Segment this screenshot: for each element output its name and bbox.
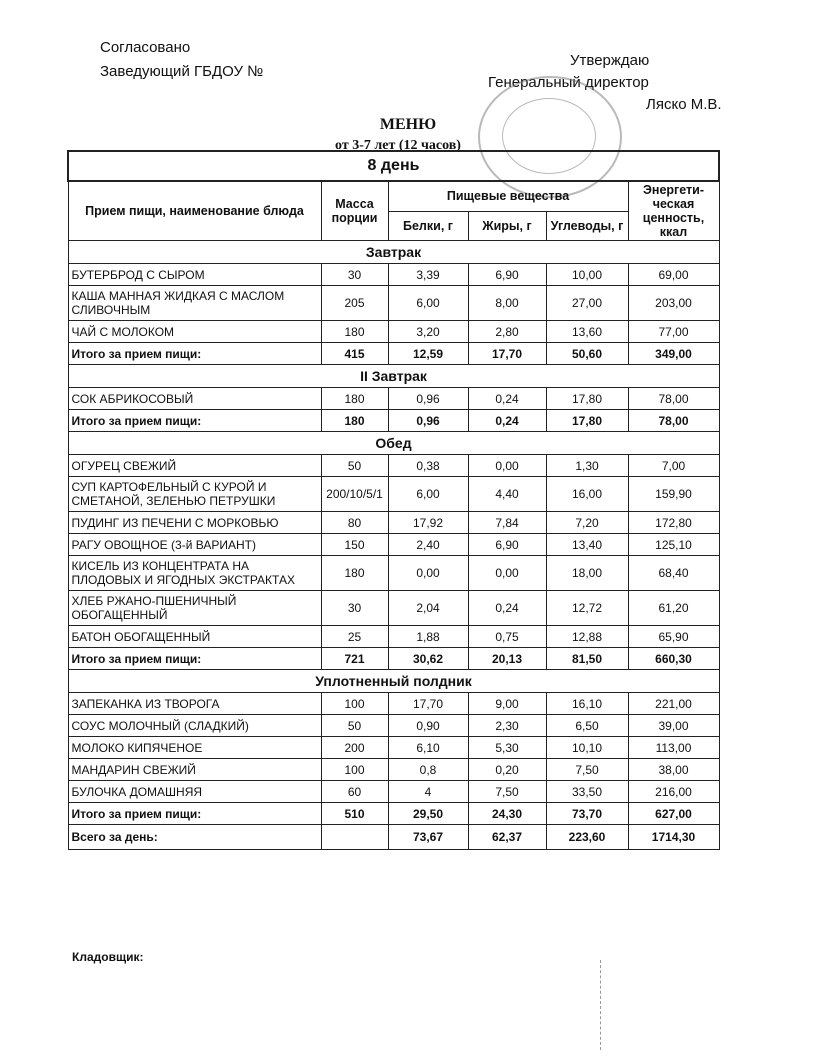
- energy-cell: 68,40: [628, 556, 719, 591]
- mass-cell: 30: [321, 591, 388, 626]
- fats-cell: 7,84: [468, 512, 546, 534]
- fats-cell: 2,30: [468, 715, 546, 737]
- table-row: [68, 477, 719, 512]
- dish-name: ЗАПЕКАНКА ИЗ ТВОРОГА: [68, 693, 321, 715]
- carbs-cell: 6,50: [546, 715, 628, 737]
- dish-name: ПУДИНГ ИЗ ПЕЧЕНИ С МОРКОВЬЮ: [68, 512, 321, 534]
- carbs-cell: 1,30: [546, 455, 628, 477]
- menu-subtitle: от 3-7 лет (12 часов): [335, 138, 461, 153]
- mass-cell: 180: [321, 321, 388, 343]
- proteins-cell: 3,39: [388, 264, 468, 286]
- table-row: [68, 321, 719, 343]
- table-row: [68, 737, 719, 759]
- mass-cell: 180: [321, 410, 388, 432]
- dish-name: МАНДАРИН СВЕЖИЙ: [68, 759, 321, 781]
- proteins-cell: 2,40: [388, 534, 468, 556]
- carbs-cell: 7,20: [546, 512, 628, 534]
- dish-name: БУЛОЧКА ДОМАШНЯЯ: [68, 781, 321, 803]
- section-row: [68, 432, 719, 455]
- fats-cell: 6,90: [468, 534, 546, 556]
- carbs-cell: 10,10: [546, 737, 628, 759]
- mass-cell: 415: [321, 343, 388, 365]
- mass-cell: 100: [321, 759, 388, 781]
- dish-name: ХЛЕБ РЖАНО-ПШЕНИЧНЫЙ ОБОГАЩЕННЫЙ: [68, 591, 321, 626]
- carbs-cell: 16,00: [546, 477, 628, 512]
- approve-signatory: Ляско М.В.: [646, 96, 722, 113]
- table-row: [68, 715, 719, 737]
- energy-cell: 78,00: [628, 410, 719, 432]
- energy-cell: 221,00: [628, 693, 719, 715]
- total-row: [68, 803, 719, 825]
- storekeeper-label: Кладовщик:: [72, 950, 144, 964]
- fats-cell: 7,50: [468, 781, 546, 803]
- dish-name: КИСЕЛЬ ИЗ КОНЦЕНТРАТА НА ПЛОДОВЫХ И ЯГОДНЫХ ЭКСТРАКТАХ: [68, 556, 321, 591]
- dish-name: СУП КАРТОФЕЛЬНЫЙ С КУРОЙ И СМЕТАНОЙ, ЗЕЛЕНЬЮ ПЕТРУШКИ: [68, 477, 321, 512]
- fats-cell: 0,24: [468, 591, 546, 626]
- table-row: [68, 455, 719, 477]
- carbs-cell: 10,00: [546, 264, 628, 286]
- energy-cell: 39,00: [628, 715, 719, 737]
- dish-name: БУТЕРБРОД С СЫРОМ: [68, 264, 321, 286]
- menu-title: МЕНЮ: [379, 116, 437, 133]
- carbs-cell: 13,40: [546, 534, 628, 556]
- energy-cell: 7,00: [628, 455, 719, 477]
- table-row: [68, 512, 719, 534]
- fats-cell: 0,24: [468, 388, 546, 410]
- table-row: [68, 286, 719, 321]
- menu-table: [67, 150, 720, 850]
- menu-table-body: [68, 151, 719, 850]
- proteins-cell: 0,90: [388, 715, 468, 737]
- energy-cell: 125,10: [628, 534, 719, 556]
- carbs-cell: 7,50: [546, 759, 628, 781]
- fats-cell: 0,00: [468, 455, 546, 477]
- day-label: 8 день: [68, 151, 719, 181]
- dish-name: БАТОН ОБОГАЩЕННЫЙ: [68, 626, 321, 648]
- mass-cell: 510: [321, 803, 388, 825]
- table-row: [68, 556, 719, 591]
- fats-cell: 6,90: [468, 264, 546, 286]
- energy-cell: 627,00: [628, 803, 719, 825]
- fats-cell: 20,13: [468, 648, 546, 670]
- carbs-cell: 18,00: [546, 556, 628, 591]
- carbs-cell: 27,00: [546, 286, 628, 321]
- agreed-block: [100, 36, 263, 84]
- fats-cell: 2,80: [468, 321, 546, 343]
- energy-cell: 65,90: [628, 626, 719, 648]
- carbs-cell: 50,60: [546, 343, 628, 365]
- energy-cell: 77,00: [628, 321, 719, 343]
- fats-cell: 8,00: [468, 286, 546, 321]
- total-label: Итого за прием пищи:: [68, 410, 321, 432]
- proteins-cell: 12,59: [388, 343, 468, 365]
- carbs-cell: 12,88: [546, 626, 628, 648]
- approve-position: Генеральный директор: [488, 74, 649, 91]
- col-mass: Масса порции: [321, 181, 388, 241]
- proteins-cell: 6,00: [388, 286, 468, 321]
- proteins-cell: 0,96: [388, 388, 468, 410]
- table-row: [68, 693, 719, 715]
- total-row: [68, 648, 719, 670]
- mass-cell: 100: [321, 693, 388, 715]
- dish-name: МОЛОКО КИПЯЧЕНОЕ: [68, 737, 321, 759]
- proteins-cell: 0,38: [388, 455, 468, 477]
- total-label: Итого за прием пищи:: [68, 648, 321, 670]
- mass-cell: 200: [321, 737, 388, 759]
- energy-cell: 113,00: [628, 737, 719, 759]
- fold-line: [600, 960, 601, 1050]
- carbs-cell: 12,72: [546, 591, 628, 626]
- total-label: Всего за день:: [68, 825, 321, 850]
- energy-cell: 159,90: [628, 477, 719, 512]
- fats-cell: 4,40: [468, 477, 546, 512]
- mass-cell: 721: [321, 648, 388, 670]
- section-title: Обед: [68, 432, 719, 455]
- proteins-cell: 17,92: [388, 512, 468, 534]
- proteins-cell: 4: [388, 781, 468, 803]
- table-row: [68, 781, 719, 803]
- proteins-cell: 0,96: [388, 410, 468, 432]
- mass-cell: 30: [321, 264, 388, 286]
- section-row: [68, 365, 719, 388]
- proteins-cell: 73,67: [388, 825, 468, 850]
- dish-name: СОУС МОЛОЧНЫЙ (СЛАДКИЙ): [68, 715, 321, 737]
- table-row: [68, 534, 719, 556]
- mass-cell: 205: [321, 286, 388, 321]
- mass-cell: 25: [321, 626, 388, 648]
- energy-cell: 172,80: [628, 512, 719, 534]
- proteins-cell: 6,00: [388, 477, 468, 512]
- fats-cell: 0,00: [468, 556, 546, 591]
- section-row: [68, 670, 719, 693]
- fats-cell: 24,30: [468, 803, 546, 825]
- energy-cell: 349,00: [628, 343, 719, 365]
- mass-cell: [321, 825, 388, 850]
- table-row: [68, 759, 719, 781]
- total-label: Итого за прием пищи:: [68, 803, 321, 825]
- col-nutrients: Пищевые вещества: [388, 181, 628, 211]
- agreed-title: Согласовано: [100, 39, 191, 56]
- dish-name: РАГУ ОВОЩНОЕ (3-й ВАРИАНТ): [68, 534, 321, 556]
- proteins-cell: 30,62: [388, 648, 468, 670]
- proteins-cell: 0,00: [388, 556, 468, 591]
- day-row: [68, 151, 719, 181]
- proteins-cell: 6,10: [388, 737, 468, 759]
- proteins-cell: 2,04: [388, 591, 468, 626]
- col-energy: Энергети-ческая ценность, ккал: [628, 181, 719, 241]
- fats-cell: 0,20: [468, 759, 546, 781]
- col-proteins: Белки, г: [388, 211, 468, 240]
- mass-cell: 180: [321, 556, 388, 591]
- section-title: II Завтрак: [68, 365, 719, 388]
- energy-cell: 38,00: [628, 759, 719, 781]
- dish-name: ЧАЙ С МОЛОКОМ: [68, 321, 321, 343]
- energy-cell: 660,30: [628, 648, 719, 670]
- col-fats: Жиры, г: [468, 211, 546, 240]
- carbs-cell: 81,50: [546, 648, 628, 670]
- carbs-cell: 17,80: [546, 388, 628, 410]
- proteins-cell: 0,8: [388, 759, 468, 781]
- carbs-cell: 17,80: [546, 410, 628, 432]
- col-carbs: Углеводы, г: [546, 211, 628, 240]
- dish-name: СОК АБРИКОСОВЫЙ: [68, 388, 321, 410]
- total-row: [68, 343, 719, 365]
- col-meal: Прием пищи, наименование блюда: [68, 181, 321, 241]
- table-row: [68, 626, 719, 648]
- mass-cell: 50: [321, 715, 388, 737]
- proteins-cell: 3,20: [388, 321, 468, 343]
- table-row: [68, 591, 719, 626]
- fats-cell: 17,70: [468, 343, 546, 365]
- table-row: [68, 388, 719, 410]
- fats-cell: 0,24: [468, 410, 546, 432]
- carbs-cell: 73,70: [546, 803, 628, 825]
- fats-cell: 5,30: [468, 737, 546, 759]
- mass-cell: 80: [321, 512, 388, 534]
- dish-name: ОГУРЕЦ СВЕЖИЙ: [68, 455, 321, 477]
- fats-cell: 9,00: [468, 693, 546, 715]
- proteins-cell: 29,50: [388, 803, 468, 825]
- mass-cell: 50: [321, 455, 388, 477]
- dish-name: КАША МАННАЯ ЖИДКАЯ С МАСЛОМ СЛИВОЧНЫМ: [68, 286, 321, 321]
- energy-cell: 1714,30: [628, 825, 719, 850]
- mass-cell: 150: [321, 534, 388, 556]
- energy-cell: 203,00: [628, 286, 719, 321]
- carbs-cell: 13,60: [546, 321, 628, 343]
- carbs-cell: 223,60: [546, 825, 628, 850]
- day-total-row: [68, 825, 719, 850]
- section-row: [68, 241, 719, 264]
- proteins-cell: 17,70: [388, 693, 468, 715]
- total-label: Итого за прием пищи:: [68, 343, 321, 365]
- section-title: Уплотненный полдник: [68, 670, 719, 693]
- mass-cell: 60: [321, 781, 388, 803]
- fats-cell: 0,75: [468, 626, 546, 648]
- proteins-cell: 1,88: [388, 626, 468, 648]
- mass-cell: 180: [321, 388, 388, 410]
- approve-title: Утверждаю: [570, 52, 650, 69]
- header-row: [68, 181, 719, 211]
- agreed-position: Заведующий ГБДОУ №: [100, 63, 264, 80]
- total-row: [68, 410, 719, 432]
- energy-cell: 216,00: [628, 781, 719, 803]
- carbs-cell: 16,10: [546, 693, 628, 715]
- section-title: Завтрак: [68, 241, 719, 264]
- table-row: [68, 264, 719, 286]
- mass-cell: 200/10/5/1: [321, 477, 388, 512]
- energy-cell: 61,20: [628, 591, 719, 626]
- fats-cell: 62,37: [468, 825, 546, 850]
- energy-cell: 69,00: [628, 264, 719, 286]
- energy-cell: 78,00: [628, 388, 719, 410]
- carbs-cell: 33,50: [546, 781, 628, 803]
